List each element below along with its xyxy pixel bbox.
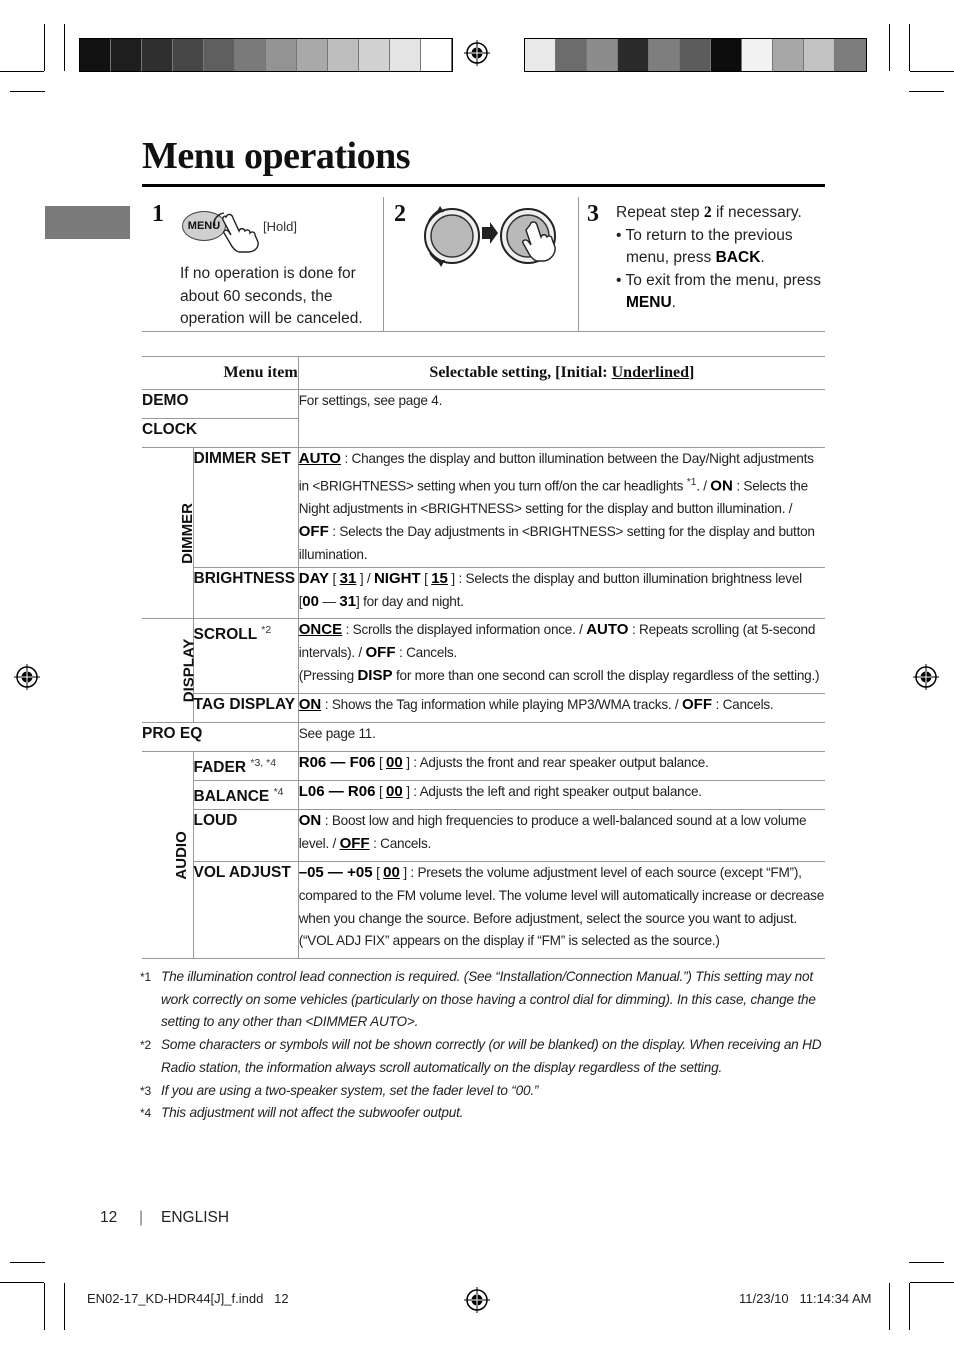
color-swatch [204, 39, 235, 71]
language-label: ENGLISH [161, 1209, 230, 1226]
step-2 [384, 197, 579, 331]
color-swatch [804, 39, 835, 71]
color-swatch [111, 39, 142, 71]
item-loud: LOUD [193, 810, 298, 862]
crop-mark [64, 1283, 65, 1330]
crop-mark [0, 71, 44, 72]
table-row [142, 390, 825, 419]
table-row [142, 723, 825, 752]
hold-label: [Hold] [263, 219, 297, 234]
crop-mark [44, 1283, 45, 1330]
page-number: 12 [100, 1209, 118, 1226]
item-pro-eq: PRO EQ [142, 723, 298, 752]
file-slug: EN02-17_KD-HDR44[J]_f.indd 12 [87, 1291, 289, 1306]
color-swatch [680, 39, 711, 71]
section-tab [45, 206, 130, 239]
color-swatch [80, 39, 111, 71]
category-label: DISPLAY [180, 638, 198, 703]
table-row [142, 781, 825, 810]
registration-mark-icon [14, 664, 40, 690]
crop-mark [909, 1262, 944, 1263]
category-audio [142, 752, 193, 959]
fader-description: R06 — F06 [ 00 ] : Adjusts the front and rear speaker output balance. [298, 752, 825, 781]
step-number: 1 [152, 201, 164, 227]
turn-and-press-knob-icon [420, 203, 580, 273]
back-instruction: • To return to the previous menu, press BACK. [616, 226, 793, 266]
vol-adjust-description: –05 — +05 [ 00 ] : Presets the volume adjustment level of each source (except “FM”), compared to the FM volume level. The volume level will automatically increase or decrease when you change the source. Before adjustment, select the source you want to adjust. (“VOL ADJ FIX” appears on the display if “FM” is selected as the source.) [298, 862, 825, 959]
page-title: Menu operations [142, 135, 410, 177]
color-swatch [649, 39, 680, 71]
pressing-hand-icon [212, 211, 262, 253]
color-swatch [587, 39, 618, 71]
footnote: *1 The illumination control lead connection is required. (See “Installation/Connection Manual.”) This setting may not work correctly on some vehicles (particularly on those having a control dial for dimming). In this case, change the setting to any other than <DIMMER AUTO>. [140, 969, 816, 1030]
dimmer-set-description: AUTO : Changes the display and button illumination between the Day/Night adjustments in <BRIGHTNESS> setting when you turn off/on the car headlights $^{*1}$. / ON : Selects the Night adjustments in <BRIGHTNESS> setting for the display and button illumination. / OFF : Selects the Day adjustments in <BRIGHTNESS> setting for the display and button illumination. [298, 448, 825, 568]
crop-mark [10, 91, 45, 92]
category-label: AUDIO [172, 831, 190, 880]
color-swatch [173, 39, 204, 71]
color-bar-right [524, 38, 867, 72]
item-balance: BALANCE $^{*4}$ [193, 781, 298, 810]
item-clock: CLOCK [142, 419, 298, 448]
menu-button-illustration: MENU [182, 211, 226, 241]
registration-mark-icon [464, 1287, 490, 1313]
color-swatch [556, 39, 587, 71]
balance-description: L06 — R06 [ 00 ] : Adjusts the left and right speaker output balance. [298, 781, 825, 810]
color-swatch [359, 39, 390, 71]
color-swatch [142, 39, 173, 71]
item-tag-display: TAG DISPLAY [193, 694, 298, 723]
footnote: *2 Some characters or symbols will not be shown correctly (or will be blanked) on the display. When receiving an HD Radio station, the information always scroll automatically on the display regardless of the setting. [140, 1037, 822, 1075]
color-swatch [297, 39, 328, 71]
crop-mark [909, 91, 944, 92]
table-row [142, 694, 825, 723]
item-dimmer-set: DIMMER SET [193, 448, 298, 568]
brightness-description: DAY [ 31 ] / NIGHT [ 15 ] : Selects the display and button illumination brightness level [00 — 31] for day and night. [298, 568, 825, 619]
item-fader: FADER $^{*3, *4}$ [193, 752, 298, 781]
item-brightness: BRIGHTNESS [193, 568, 298, 619]
color-swatch [742, 39, 773, 71]
table-row [142, 568, 825, 619]
pro-eq-description: See page 11. [298, 723, 825, 752]
item-scroll: SCROLL $^{*2}$ [193, 619, 298, 694]
crop-mark [889, 1283, 890, 1330]
color-swatch [266, 39, 297, 71]
crop-mark [10, 1262, 45, 1263]
tag-display-description: ON : Shows the Tag information while playing MP3/WMA tracks. / OFF : Cancels. [298, 694, 825, 723]
menu-settings-table [142, 356, 825, 959]
footer-divider: | [139, 1209, 144, 1226]
step-1 [142, 197, 384, 331]
title-rule [142, 184, 825, 187]
table-header-row [142, 357, 825, 390]
crop-mark [889, 24, 890, 71]
crop-mark [910, 71, 954, 72]
color-swatch [328, 39, 359, 71]
footnote: *4 This adjustment will not affect the subwoofer output. [140, 1105, 464, 1121]
crop-mark [64, 24, 65, 71]
repeat-step-text: Repeat step 2 if necessary. [616, 204, 802, 221]
color-bar-left [79, 38, 453, 72]
crop-mark [909, 1283, 910, 1330]
color-swatch [773, 39, 804, 71]
footnotes [140, 966, 830, 1125]
step-3 [579, 197, 825, 331]
print-timestamp: 11/23/10 11:14:34 AM [739, 1291, 872, 1306]
color-swatch [421, 39, 452, 71]
exit-instruction: • To exit from the menu, press MENU. [616, 271, 822, 311]
color-swatch [711, 39, 742, 71]
demo-clock-description: For settings, see page 4. [298, 390, 825, 448]
item-vol-adjust: VOL ADJUST [193, 862, 298, 959]
step-3-instructions [616, 202, 828, 315]
step-number: 3 [587, 201, 599, 227]
category-display [142, 619, 198, 723]
item-demo: DEMO [142, 390, 298, 419]
header-menu-item: Menu item [142, 357, 298, 390]
timeout-note: If no operation is done for about 60 seconds, the operation will be canceled. [180, 265, 363, 327]
header-selectable-setting: Selectable setting, [Initial: Underlined] [298, 357, 825, 390]
loud-description: ON : Boost low and high frequencies to produce a well-balanced sound at a low volume level. / OFF : Cancels. [298, 810, 825, 862]
color-swatch [618, 39, 649, 71]
color-swatch [390, 39, 421, 71]
color-swatch [525, 39, 556, 71]
color-swatch [235, 39, 266, 71]
table-row [142, 752, 825, 781]
table-row [142, 619, 825, 694]
color-swatch [835, 39, 866, 71]
scroll-description: ONCE : Scrolls the displayed information once. / AUTO : Repeats scrolling (at 5-second intervals). / OFF : Cancels. (Pressing DISP for more than one second can scroll the display regardless of the setting.) [298, 619, 825, 694]
category-dimmer [142, 448, 197, 619]
crop-mark [910, 1282, 954, 1283]
step-number: 2 [394, 201, 406, 227]
category-label: DIMMER [179, 502, 197, 564]
crop-mark [0, 1282, 44, 1283]
registration-mark-icon [464, 40, 490, 66]
table-row [142, 862, 825, 959]
table-row [142, 810, 825, 862]
crop-mark [44, 24, 45, 71]
footnote: *3 If you are using a two-speaker system, set the fader level to “00.” [140, 1082, 539, 1098]
registration-mark-icon [913, 664, 939, 690]
table-row [142, 448, 825, 568]
steps-panel [142, 197, 825, 332]
crop-mark [909, 24, 910, 71]
